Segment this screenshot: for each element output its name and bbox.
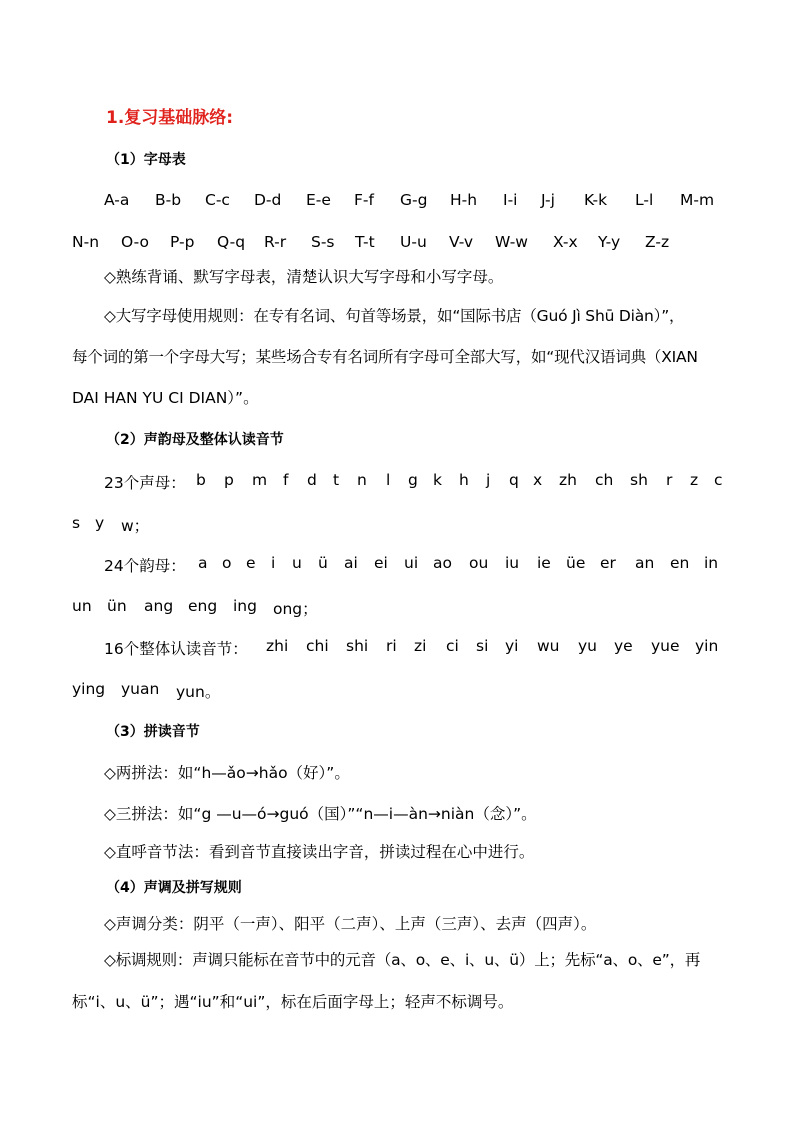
letter-pair: H-h	[450, 191, 478, 209]
whole-syllables-row-2	[0, 680, 794, 702]
pinyin-item: d	[307, 471, 317, 489]
pinyin-item: t	[333, 471, 340, 489]
letter-pair: K-k	[584, 191, 608, 209]
finals-row-1	[0, 554, 794, 576]
pinyin-item: ao	[433, 554, 452, 572]
pinyin-item: yu	[578, 637, 597, 655]
pinyin-item: an	[635, 554, 655, 572]
letter-pair: F-f	[354, 191, 374, 209]
letter-pair: A-a	[104, 191, 130, 209]
pinyin-item: chi	[306, 637, 329, 655]
initials-row-2	[0, 514, 794, 536]
pinyin-item: ye	[614, 637, 633, 655]
alphabet-row-1	[0, 191, 794, 213]
pinyin-item: ang	[144, 597, 174, 615]
paragraph: DAI HAN YU CI DIAN）”。	[72, 389, 259, 407]
pinyin-item: si	[476, 637, 489, 655]
letter-pair: I-i	[503, 191, 518, 209]
letter-pair: E-e	[306, 191, 331, 209]
letter-pair: Z-z	[645, 233, 670, 251]
subsection-title-syllable-reading: （3）拼读音节	[106, 724, 200, 740]
pinyin-item: u	[292, 554, 302, 572]
pinyin-item: ci	[446, 637, 459, 655]
pinyin-item: y	[95, 514, 105, 532]
paragraph: ◇两拼法：如“h—ǎo→hǎo（好）”。	[104, 764, 350, 782]
subsection-title-alphabet: （1）字母表	[106, 152, 186, 168]
paragraph: ◇大写字母使用规则：在专有名词、句首等场景，如“国际书店（Guó Jì Shū Diàn）”，	[104, 307, 685, 325]
pinyin-item: l	[386, 471, 391, 489]
letter-pair: C-c	[205, 191, 230, 209]
subsection-title-initials-finals: （2）声韵母及整体认读音节	[106, 432, 284, 448]
pinyin-item: e	[246, 554, 256, 572]
pinyin-item: yi	[505, 637, 519, 655]
alphabet-row-2	[0, 233, 794, 255]
paragraph: 标“i、u、ü”；遇“iu”和“ui”，标在后面字母上；轻声不标调号。	[72, 993, 514, 1011]
letter-pair: P-p	[170, 233, 195, 251]
pinyin-item: f	[283, 471, 289, 489]
pinyin-item: s	[72, 514, 81, 532]
finals-label: 24个韵母：	[104, 557, 186, 575]
pinyin-item: üe	[566, 554, 586, 572]
pinyin-item: ü	[318, 554, 328, 572]
pinyin-item: ying	[72, 680, 106, 698]
whole-syllables-label: 16个整体认读音节：	[104, 640, 248, 658]
pinyin-item: n	[357, 471, 367, 489]
letter-pair: N-n	[72, 233, 100, 251]
subsection-title-tones: （4）声调及拼写规则	[106, 880, 242, 896]
pinyin-item: ei	[374, 554, 388, 572]
pinyin-item: c	[714, 471, 723, 489]
paragraph: ◇熟练背诵、默写字母表，清楚认识大写字母和小写字母。	[104, 268, 504, 286]
pinyin-item: en	[670, 554, 690, 572]
pinyin-item: sh	[630, 471, 648, 489]
pinyin-item: q	[509, 471, 519, 489]
pinyin-item: o	[222, 554, 232, 572]
pinyin-item: r	[666, 471, 673, 489]
pinyin-item: ün	[107, 597, 127, 615]
letter-pair: L-l	[635, 191, 654, 209]
letter-pair: Y-y	[598, 233, 621, 251]
pinyin-item: m	[252, 471, 268, 489]
pinyin-item: h	[459, 471, 469, 489]
whole-syllables-row-1	[0, 637, 794, 659]
letter-pair: O-o	[121, 233, 149, 251]
paragraph: ◇标调规则：声调只能标在音节中的元音（a、o、e、i、u、ü）上；先标“a、o、e”，再	[104, 951, 701, 969]
pinyin-item: wu	[537, 637, 560, 655]
pinyin-item: yue	[651, 637, 680, 655]
pinyin-item: b	[196, 471, 206, 489]
pinyin-item: yun。	[176, 683, 221, 701]
paragraph: ◇声调分类：阴平（一声）、阳平（二声）、上声（三声）、去声（四声）。	[104, 915, 597, 933]
letter-pair: R-r	[264, 233, 287, 251]
paragraph: 每个词的第一个字母大写；某些场合专有名词所有字母可全部大写，如“现代汉语词典（XIAN	[72, 348, 698, 366]
pinyin-item: k	[433, 471, 442, 489]
initials-label: 23个声母：	[104, 474, 186, 492]
pinyin-item: eng	[188, 597, 218, 615]
pinyin-item: in	[704, 554, 719, 572]
initials-row-1	[0, 471, 794, 493]
pinyin-item: ui	[404, 554, 419, 572]
finals-row-2	[0, 597, 794, 619]
pinyin-item: zh	[559, 471, 577, 489]
pinyin-item: yin	[695, 637, 719, 655]
pinyin-item: g	[408, 471, 418, 489]
letter-pair: M-m	[680, 191, 715, 209]
letter-pair: G-g	[400, 191, 428, 209]
letter-pair: X-x	[553, 233, 578, 251]
pinyin-item: zhi	[266, 637, 289, 655]
letter-pair: T-t	[355, 233, 375, 251]
pinyin-item: iu	[505, 554, 520, 572]
pinyin-item: a	[198, 554, 208, 572]
letter-pair: Q-q	[217, 233, 246, 251]
pinyin-item: ou	[469, 554, 489, 572]
pinyin-item: z	[690, 471, 699, 489]
pinyin-item: ch	[595, 471, 614, 489]
pinyin-item: ai	[344, 554, 358, 572]
pinyin-item: ie	[537, 554, 551, 572]
paragraph: ◇直呼音节法：看到音节直接读出字音，拼读过程在心中进行。	[104, 843, 535, 861]
pinyin-item: ri	[386, 637, 397, 655]
letter-pair: W-w	[495, 233, 528, 251]
pinyin-item: shi	[346, 637, 369, 655]
letter-pair: B-b	[155, 191, 182, 209]
letter-pair: J-j	[541, 191, 555, 209]
pinyin-item: j	[486, 471, 491, 489]
pinyin-item: p	[224, 471, 234, 489]
paragraph: ◇三拼法：如“g —u—ó→guó（国）”“n—i—àn→niàn（念）”。	[104, 805, 537, 823]
section-heading: 1.复习基础脉络:	[106, 108, 234, 128]
pinyin-item: un	[72, 597, 92, 615]
pinyin-item: ing	[233, 597, 257, 615]
pinyin-item: yuan	[121, 680, 160, 698]
pinyin-item: i	[271, 554, 276, 572]
letter-pair: U-u	[400, 233, 427, 251]
pinyin-item: er	[600, 554, 616, 572]
pinyin-item: zi	[414, 637, 427, 655]
pinyin-item: w；	[121, 517, 150, 535]
pinyin-item: ong；	[273, 600, 318, 618]
letter-pair: V-v	[449, 233, 474, 251]
letter-pair: D-d	[254, 191, 282, 209]
letter-pair: S-s	[311, 233, 335, 251]
pinyin-item: x	[533, 471, 543, 489]
